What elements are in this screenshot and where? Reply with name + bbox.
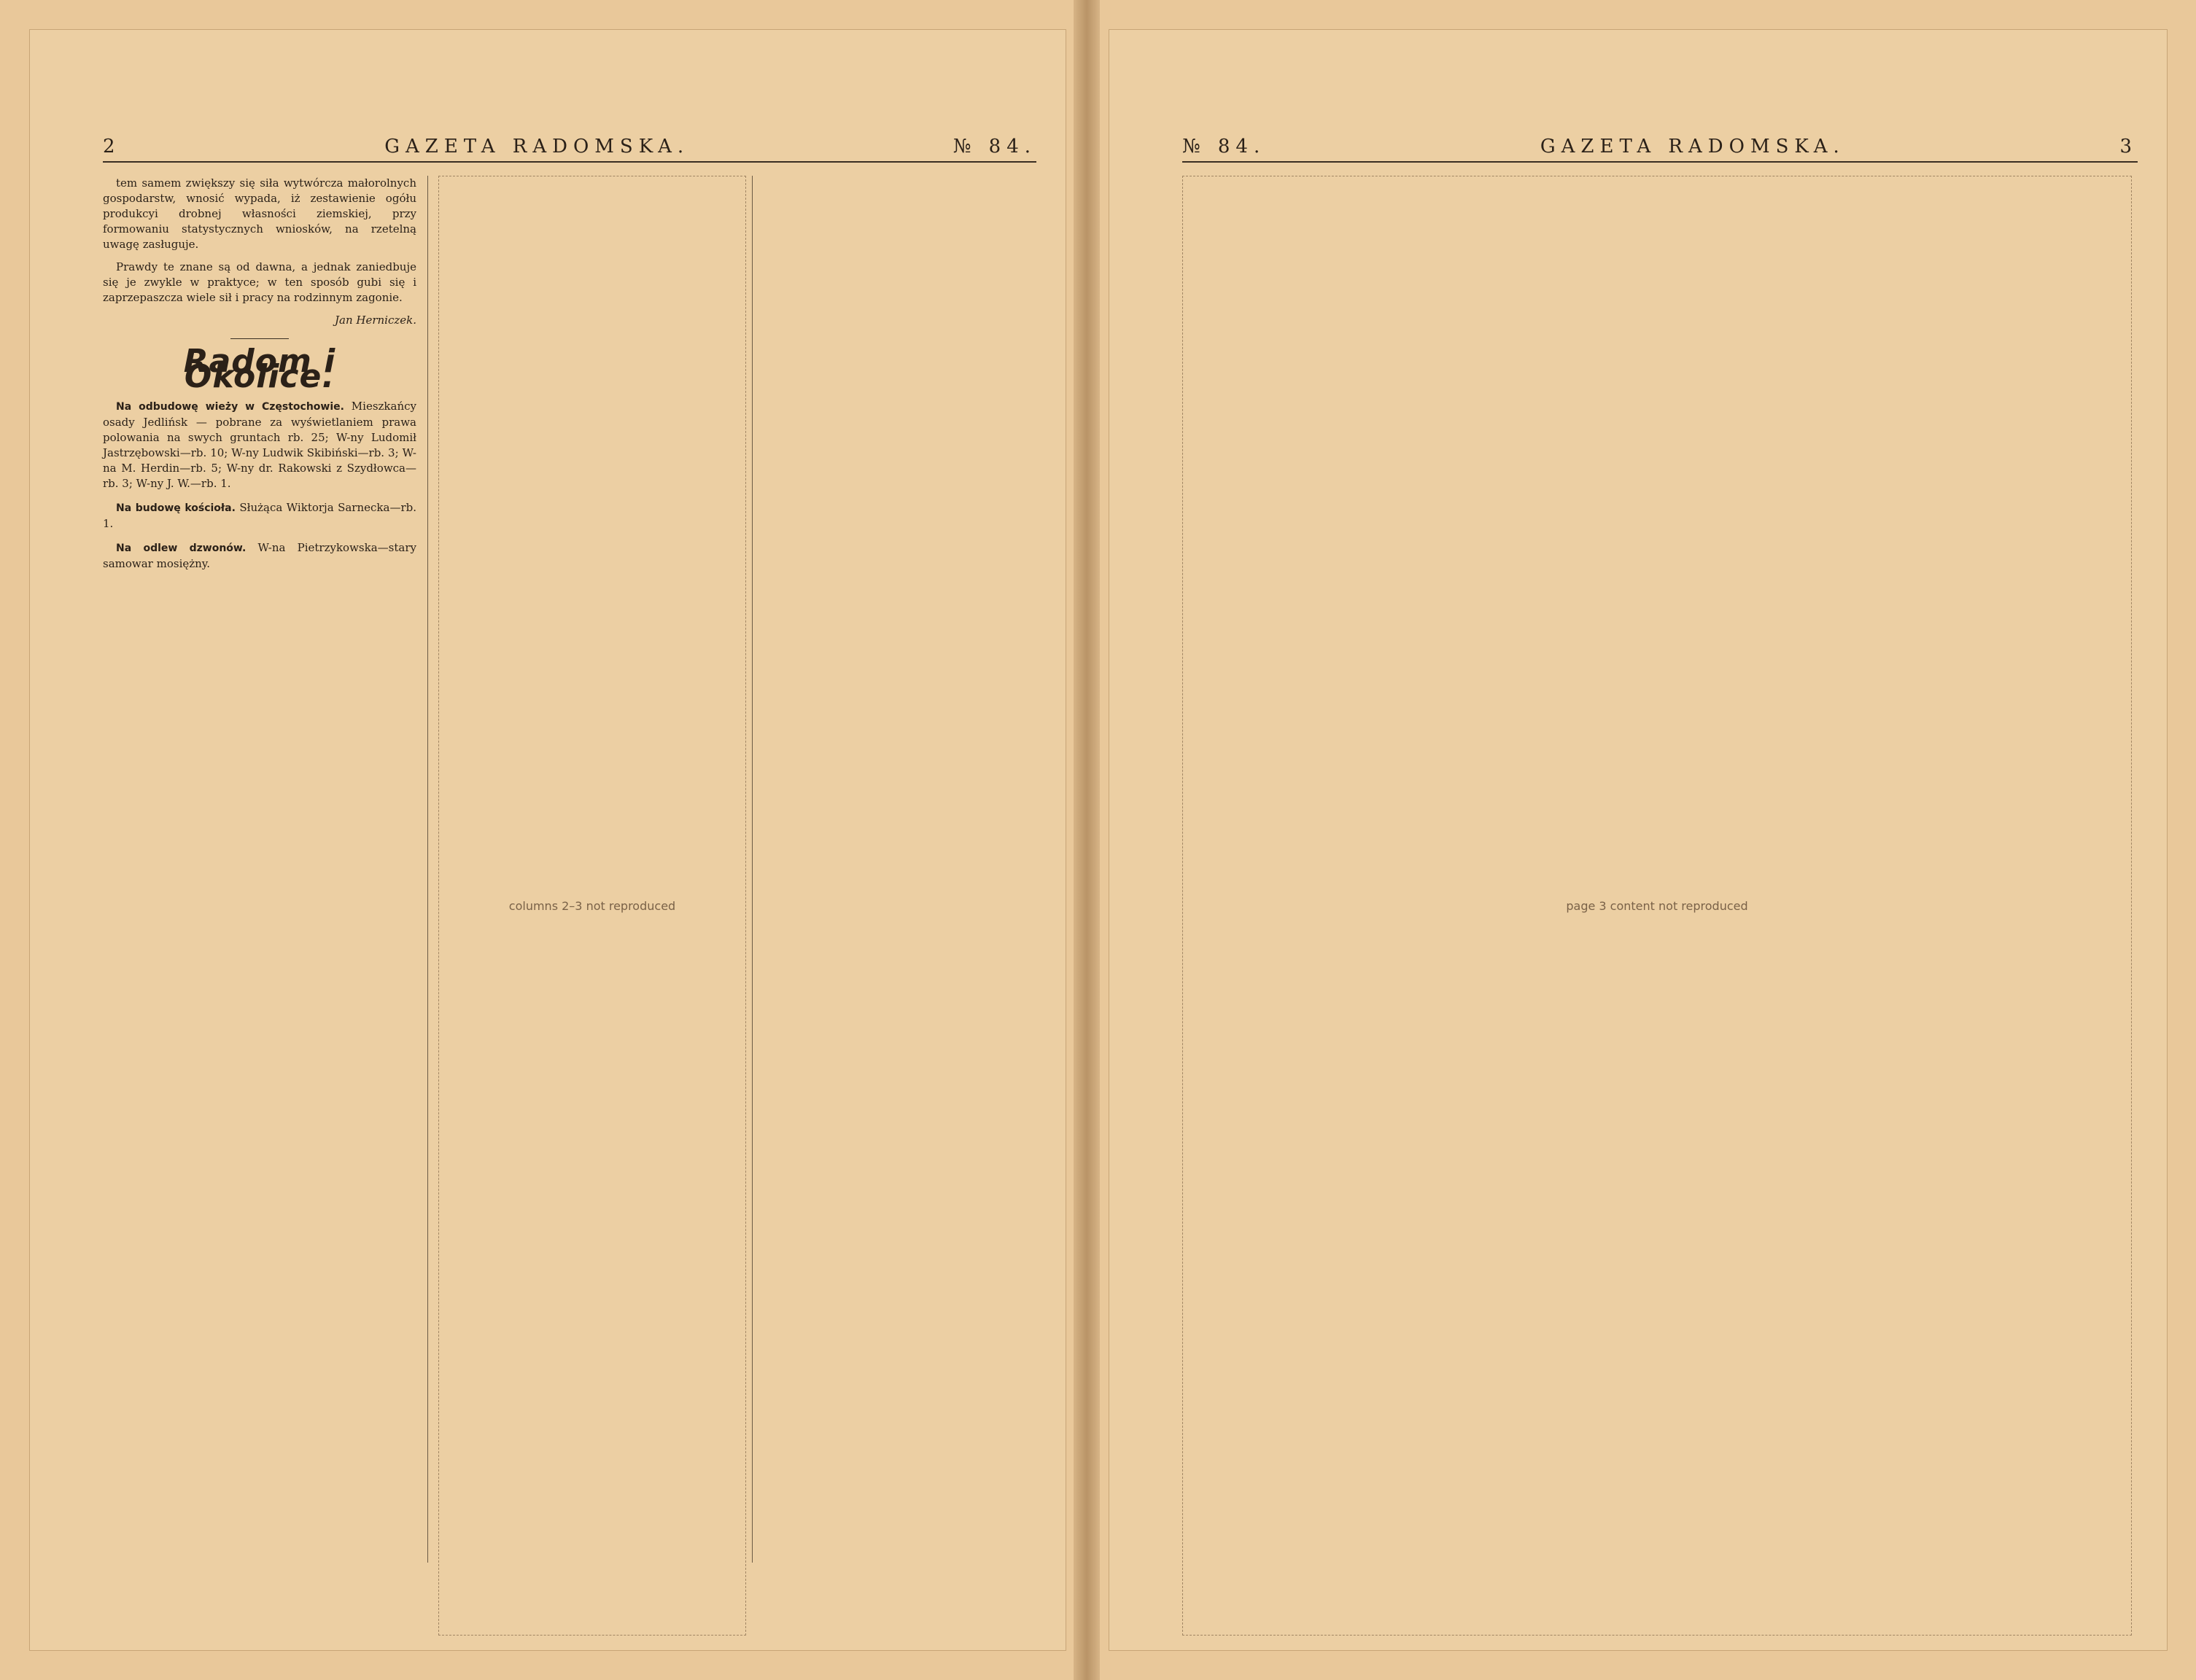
section-title: Radom i Okolice. (183, 343, 336, 395)
notice-text: W-na Pietrzykowska—stary samowar mosiężny. (103, 541, 416, 570)
book-gutter (1074, 0, 1100, 1680)
column-rule (752, 176, 753, 1563)
article-paragraph: tem samem zwiększy się siła wytwórcza małorolnych gospodarstw, wnosić wypada, iż zestawienie ogółu produkcyi drobnej własności ziemskiej, przy formowaniu statystycznych wniosków, na rzetelną uwagę zasługuje. (103, 176, 416, 251)
notice-item (103, 399, 416, 491)
issue-number: № 84. (1182, 136, 1266, 158)
article-paragraph: Prawdy te znane są od dawna, a jednak zaniedbuje się je zwykle w praktyce; w ten sposób gubi się i zaprzepaszcza wiele sił i pracy na rodzinnym zagonie. (103, 260, 416, 304)
column-rule (427, 176, 428, 1563)
notice-text: Mieszkańcy osady Jedlińsk — pobrane za wyświetlaniem prawa polowania na swych gruntach rb. 25; W-ny Ludomił Jastrzębowski—rb. 10; W-ny Ludwik Skibiński—rb. 3; W-na M. Herdin—rb. 5; W-ny dr. Rakowski z Szydłowca—rb. 3; W-ny J. W.—rb. 1. (103, 400, 416, 490)
masthead: GAZETA RADOMSKA. (1540, 136, 1845, 158)
notice-lead: Na budowę kościoła. (116, 502, 236, 514)
right-newspaper-page (1109, 29, 2168, 1651)
left-column-1 (103, 176, 416, 580)
left-running-head (103, 132, 1036, 163)
notice-lead: Na odbudowę wieży w Częstochowie. (116, 401, 344, 413)
omitted-page-placeholder: page 3 content not reproduced (1182, 176, 2132, 1636)
notice-item (103, 540, 416, 572)
left-newspaper-page (29, 29, 1066, 1651)
page-number: 3 (2119, 136, 2138, 158)
article-signature: Jan Herniczek. (334, 314, 416, 327)
omitted-column-placeholder: columns 2–3 not reproduced (438, 176, 746, 1636)
issue-number: № 84. (952, 136, 1036, 158)
section-divider (230, 338, 289, 339)
notice-lead: Na odlew dzwonów. (116, 542, 247, 554)
notice-item (103, 500, 416, 532)
notice-text: Służąca Wiktorja Sarnecka—rb. 1. (103, 501, 416, 530)
page-number: 2 (103, 136, 121, 158)
right-running-head (1182, 132, 2138, 163)
masthead: GAZETA RADOMSKA. (384, 136, 690, 158)
